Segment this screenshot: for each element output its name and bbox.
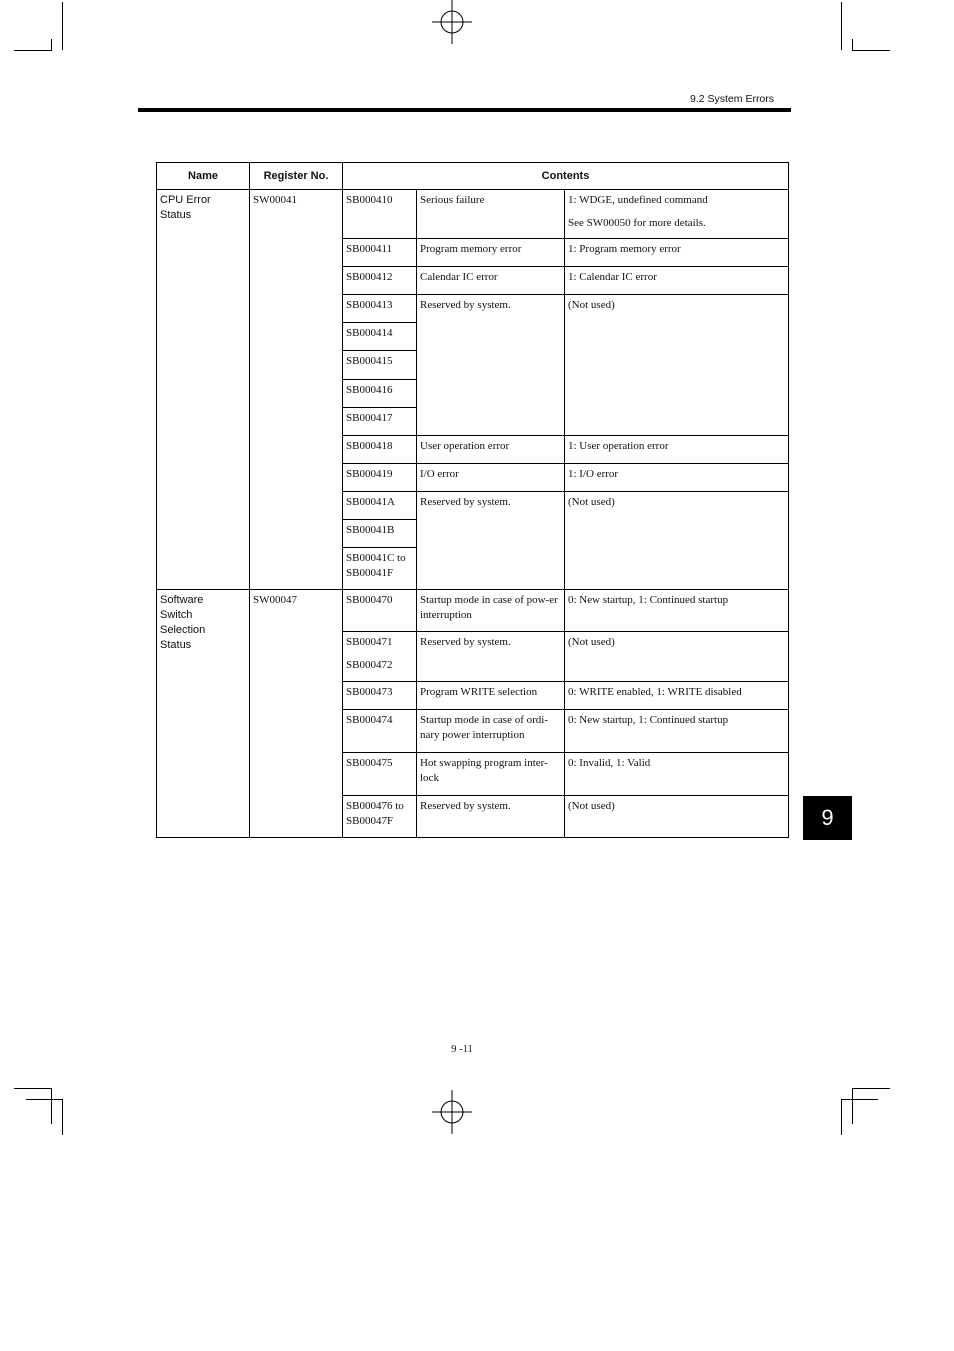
software-switch-selection-status-group: [157, 590, 789, 838]
bit-description: Startup mode in case of pow-er interruption: [417, 590, 565, 632]
section-title: 9.2 System Errors: [690, 93, 775, 105]
header-rule: [138, 108, 791, 112]
bit-address: SB00041B: [343, 520, 417, 548]
bit-description: Hot swapping program inter-lock: [417, 753, 565, 796]
bit-description: Reserved by system.: [417, 492, 565, 590]
group-name-line: Status: [160, 639, 192, 651]
table-row: [157, 590, 789, 632]
cpu-error-status-group: [157, 190, 789, 590]
bit-description: User operation error: [417, 436, 565, 464]
register-number: SW00047: [250, 590, 343, 838]
register-number: SW00041: [250, 190, 343, 590]
bit-description: Program memory error: [417, 239, 565, 267]
bit-value: 1: Program memory error: [565, 239, 789, 267]
bit-address: SB000475: [343, 753, 417, 796]
bit-value: 1: User operation error: [565, 436, 789, 464]
bit-description: I/O error: [417, 464, 565, 492]
bit-description: Calendar IC error: [417, 267, 565, 295]
bit-address: SB000414: [343, 323, 417, 351]
bit-address: SB000473: [343, 682, 417, 710]
bit-value: 1: Calendar IC error: [565, 267, 789, 295]
bit-address: [343, 548, 417, 590]
group-name-line: Software: [160, 594, 204, 606]
group-name: [157, 590, 250, 838]
header-register-no: Register No.: [250, 163, 343, 190]
system-register-table: [156, 162, 789, 838]
bit-address-line: SB000472: [346, 659, 393, 671]
bit-value: (Not used): [565, 632, 789, 682]
bit-value: 1: I/O error: [565, 464, 789, 492]
bit-address: SB000411: [343, 239, 417, 267]
page-number: 9 -11: [451, 1044, 473, 1055]
bit-address: SB000412: [343, 267, 417, 295]
header-name: Name: [157, 163, 250, 190]
bit-description: Reserved by system.: [417, 796, 565, 838]
bit-description: Startup mode in case of ordi-nary power interruption: [417, 710, 565, 753]
bit-description: Reserved by system.: [417, 632, 565, 682]
bit-address: SB00041A: [343, 492, 417, 520]
bit-address: SB000474: [343, 710, 417, 753]
bit-address-line: SB00041C to: [346, 552, 406, 564]
bit-address: SB000417: [343, 408, 417, 436]
value-line: See SW00050 for more details.: [568, 217, 706, 229]
bit-address: SB000419: [343, 464, 417, 492]
value-line: 1: WDGE, undefined command: [568, 194, 708, 206]
bit-description: Reserved by system.: [417, 295, 565, 436]
group-name: [157, 190, 250, 590]
group-name-line: Switch: [160, 609, 193, 621]
bit-address: [343, 632, 417, 682]
registration-mark-top-icon: [430, 0, 474, 44]
bit-address: SB000413: [343, 295, 417, 323]
bit-address: SB000418: [343, 436, 417, 464]
bit-value: (Not used): [565, 796, 789, 838]
bit-address: SB000410: [343, 190, 417, 239]
bit-description: Program WRITE selection: [417, 682, 565, 710]
bit-address: SB000416: [343, 380, 417, 408]
bit-address: [343, 796, 417, 838]
bit-value: (Not used): [565, 492, 789, 590]
header-contents: Contents: [343, 163, 789, 190]
bit-value: 0: New startup, 1: Continued startup: [565, 710, 789, 753]
group-name-line: CPU Error: [160, 194, 211, 206]
bit-address: SB000470: [343, 590, 417, 632]
bit-description: Serious failure: [417, 190, 565, 239]
bit-address-line: SB00047F: [346, 815, 394, 827]
group-name-line: Selection: [160, 624, 206, 636]
bit-value: (Not used): [565, 295, 789, 436]
registration-mark-bottom-icon: [430, 1090, 474, 1134]
bit-value: 0: New startup, 1: Continued startup: [565, 590, 789, 632]
bit-address: SB000415: [343, 351, 417, 380]
bit-address-line: SB00041F: [346, 567, 394, 579]
table-row: [157, 190, 789, 239]
table-header-row: [157, 163, 789, 190]
bit-value: [565, 190, 789, 239]
bit-address-line: SB000471: [346, 636, 393, 648]
bit-value: 0: WRITE enabled, 1: WRITE disabled: [565, 682, 789, 710]
chapter-tab: 9: [803, 796, 852, 840]
bit-address-line: SB000476 to: [346, 800, 404, 812]
bit-value: 0: Invalid, 1: Valid: [565, 753, 789, 796]
group-name-line: Status: [160, 209, 192, 221]
